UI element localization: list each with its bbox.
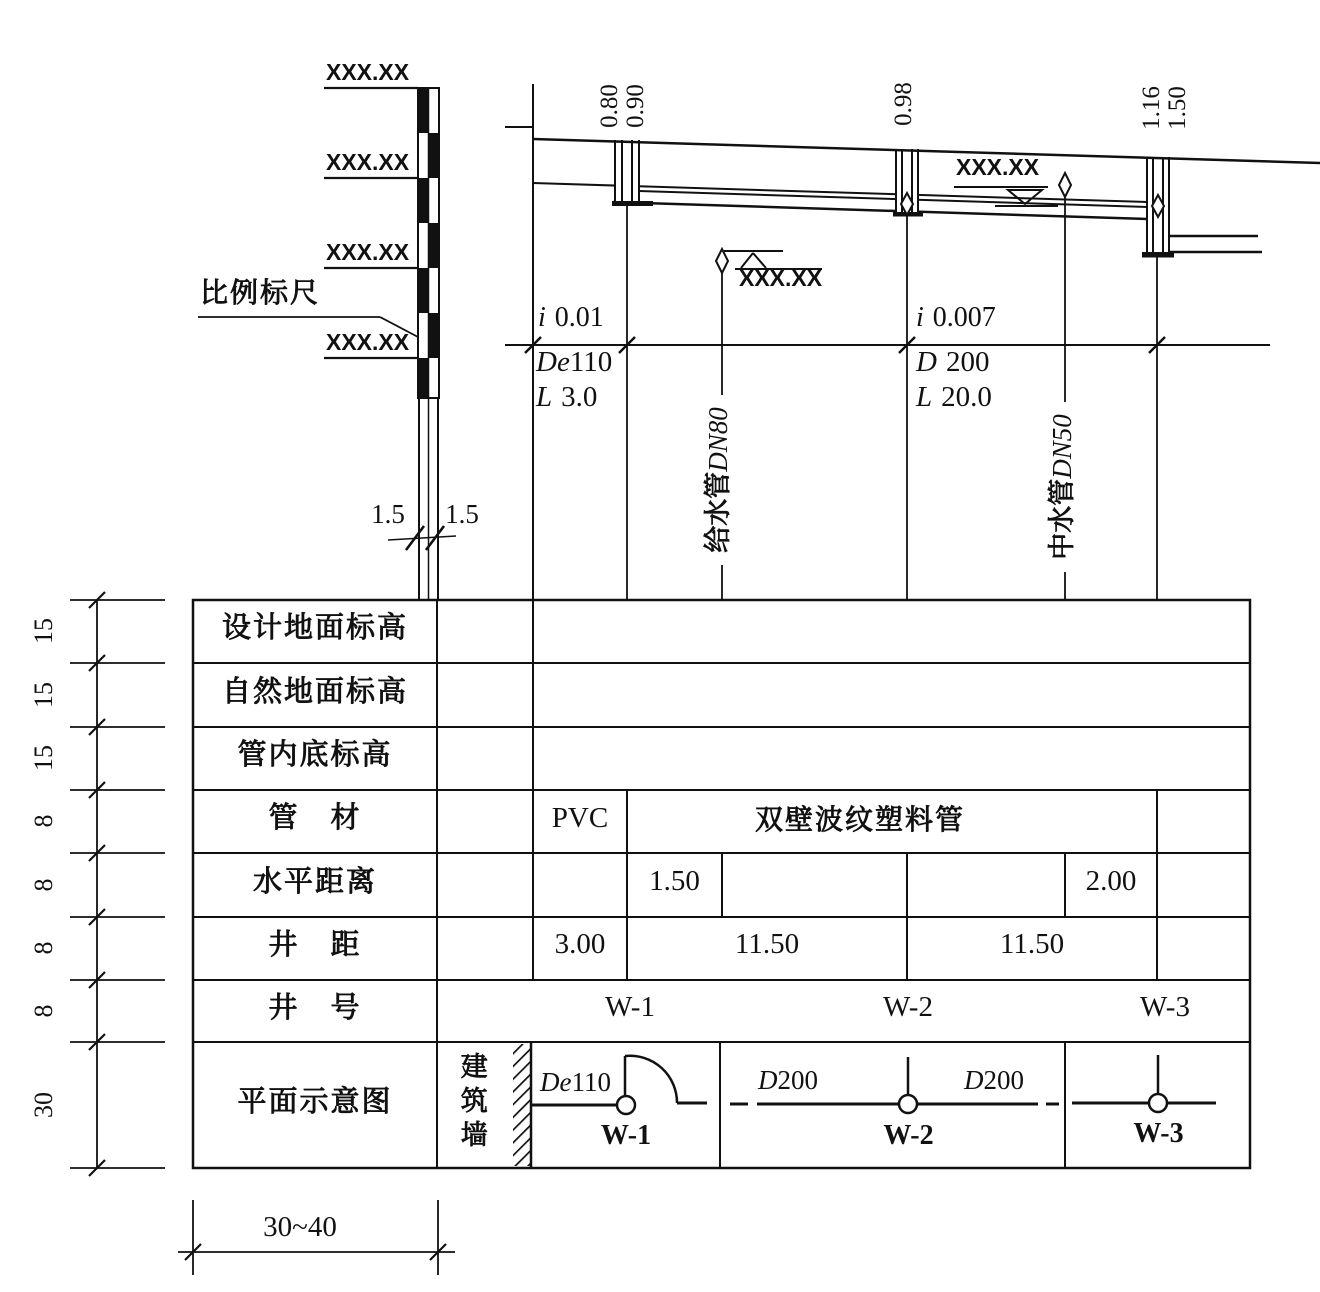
- depth-label-w1a: 0.80: [596, 84, 624, 128]
- plan-well-id: W-2: [883, 1120, 934, 1151]
- ruler-title: 比例标尺: [200, 277, 321, 308]
- segment2-slope: i 0.007: [916, 302, 996, 333]
- material-pvc: PVC: [551, 802, 609, 834]
- water-supply-pipe-label: 给水管 DN80: [705, 395, 733, 565]
- plan-well-id: W-3: [1133, 1118, 1184, 1149]
- plan-w2-diameter-right: D200: [964, 1065, 1024, 1095]
- segment1-diameter: De110: [536, 346, 613, 378]
- row-label-horizontal-distance: 水平距离: [252, 866, 377, 898]
- hdist-value: 2.00: [1085, 865, 1137, 897]
- header-width-dim-label: 30~40: [263, 1211, 337, 1243]
- depth-label-w2: 0.98: [890, 82, 918, 126]
- segment2-diameter: D 200: [916, 346, 990, 378]
- well-id: W-2: [883, 991, 933, 1023]
- material-corrugated: 双壁波纹塑料管: [754, 804, 965, 835]
- ruler-elevation-mark: XXX.XX: [326, 329, 410, 355]
- row-dim-label: 30: [28, 1092, 58, 1118]
- spacing-value: 11.50: [734, 928, 800, 960]
- well-id: W-3: [1140, 991, 1190, 1023]
- row-label-natural-ground: 自然地面标高: [221, 676, 408, 708]
- spacing-value: 3.00: [554, 928, 606, 960]
- crossing-elevation-label: XXX.XX: [739, 265, 823, 291]
- plan-w1-diameter: De110: [540, 1067, 611, 1097]
- row-label-design-ground: 设计地面标高: [221, 612, 408, 644]
- plan-well-id: W-1: [600, 1120, 652, 1151]
- ruler-elevation-mark: XXX.XX: [326, 239, 410, 265]
- row-dim-label: 15: [28, 682, 58, 708]
- reclaimed-water-pipe-label: 中水管 DN50: [1049, 402, 1077, 572]
- row-dimension-lines: [70, 592, 165, 1176]
- row-dim-label: 8: [28, 878, 58, 892]
- row-label-material: 管 材: [268, 802, 362, 834]
- spacing-value: 11.50: [999, 928, 1065, 960]
- hdist-value: 1.50: [649, 865, 700, 897]
- well-id: W-1: [605, 991, 655, 1023]
- ruler-elevation-mark: XXX.XX: [326, 149, 410, 175]
- segment1-slope: i 0.01: [538, 302, 604, 333]
- segment2-length: L 20.0: [916, 381, 992, 413]
- depth-label-w1b: 0.90: [622, 84, 650, 128]
- segment1-length: L 3.0: [536, 381, 598, 413]
- row-label-invert-level: 管内底标高: [237, 739, 393, 771]
- depth-label-w3a: 1.16: [1138, 86, 1166, 130]
- ruler-width-left: 1.5: [371, 499, 405, 529]
- ruler-width-right: 1.5: [445, 499, 479, 529]
- groundwater-elevation-label: XXX.XX: [956, 154, 1040, 180]
- row-dim-label: 15: [28, 618, 58, 644]
- row-label-plan-schematic: 平面示意图: [237, 1086, 393, 1118]
- row-dim-label: 15: [28, 745, 58, 771]
- plan-w2-diameter-left: D200: [758, 1065, 818, 1095]
- row-dim-label: 8: [28, 941, 58, 955]
- row-label-well-spacing: 井 距: [268, 929, 362, 961]
- row-dim-label: 8: [28, 814, 58, 828]
- row-label-well-number: 井 号: [268, 992, 362, 1024]
- building-wall-label: 建筑墙: [456, 1052, 487, 1154]
- ruler-elevation-mark: XXX.XX: [326, 59, 410, 85]
- row-dim-label: 8: [28, 1004, 58, 1018]
- depth-label-w3b: 1.50: [1164, 86, 1192, 130]
